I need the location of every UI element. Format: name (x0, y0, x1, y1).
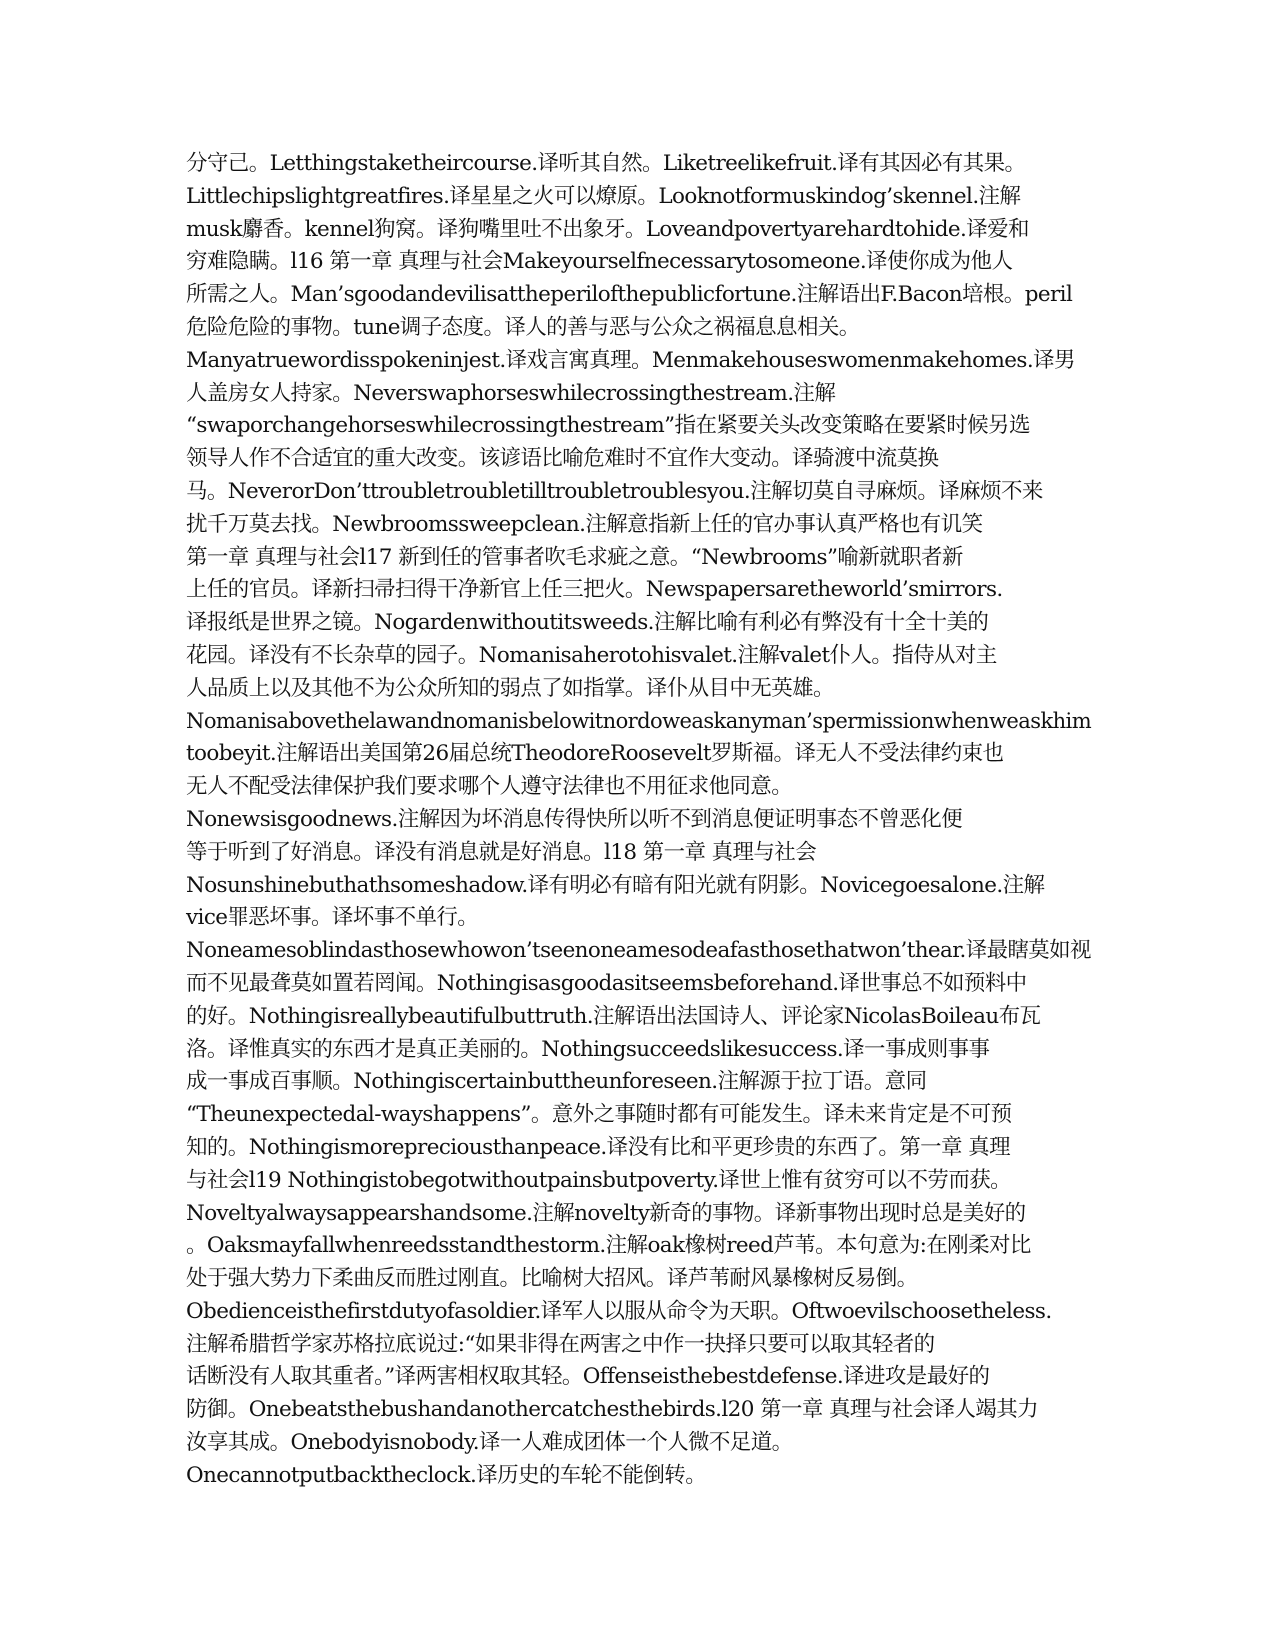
text-line: “Theunexpectedal-wayshappens”。意外之事随时都有可能发生。译未来肯定是不可预 (186, 1102, 1012, 1128)
text-line: Manyatruewordisspokeninjest.译戏言寓真理。Menmakehouseswomenmakehomes.译男 (186, 347, 1075, 373)
text-line: Onecannotputbacktheclock.译历史的车轮不能倒转。 (186, 1462, 707, 1488)
text-line: vice罪恶坏事。译坏事不单行。 (186, 905, 479, 931)
text-line: Noveltyalwaysappearshandsome.注解novelty新奇的事物。译新事物出现时总是美好的 (186, 1200, 1026, 1226)
text-line: 处于强大势力下柔曲反而胜过刚直。比喻树大招风。译芦苇耐风暴橡树反易倒。 (186, 1266, 918, 1292)
text-line: 洛。译惟真实的东西才是真正美丽的。Nothingsucceedslikesuccess.译一事成则事事 (186, 1036, 990, 1062)
text-line: Nosunshinebuthathsomeshadow.译有明必有暗有阳光就有阴影。Novicegoesalone.注解 (186, 872, 1045, 898)
text-line: 与社会l19 Nothingistobegotwithoutpainsbutpoverty.译世上惟有贫穷可以不劳而获。 (186, 1167, 1012, 1193)
text-line: 上任的官员。译新扫帚扫得干净新官上任三把火。Newspapersaretheworld’smirrors. (186, 577, 1003, 603)
text-line: musk麝香。kennel狗窝。译狗嘴里吐不出象牙。Loveandpovertyarehardtohide.译爱和 (186, 216, 1029, 242)
text-line: 成一事成百事顺。Nothingiscertainbuttheunforeseen.注解源于拉丁语。意同 (186, 1069, 927, 1095)
text-line: 而不见最聋莫如置若罔闻。Nothingisasgoodasitseemsbeforehand.译世事总不如预料中 (186, 970, 1027, 996)
text-line: 等于听到了好消息。译没有消息就是好消息。l18 第一章 真理与社会 (186, 839, 817, 865)
text-line: 领导人作不合适宜的重大改变。该谚语比喻危难时不宜作大变动。译骑渡中流莫换 (186, 446, 939, 472)
text-line: 注解希腊哲学家苏格拉底说过:“如果非得在两害之中作一抉择只要可以取其轻者的 (186, 1331, 935, 1357)
text-line: 马。NeverorDon’ttroubletroubletilltroubletroublesyou.注解切莫自寻麻烦。译麻烦不来 (186, 478, 1043, 504)
text-line: 花园。译没有不长杂草的园子。Nomanisaherotohisvalet.注解valet仆人。指侍从对主 (186, 642, 997, 668)
text-line: 防御。Onebeatsthebushandanothercatchesthebirds.l20 第一章 真理与社会译人竭其力 (186, 1397, 1039, 1423)
text-line: 人盖房女人持家。Neverswaphorseswhilecrossingthestream.注解 (186, 380, 836, 406)
text-line: 分守己。Letthingstaketheircourse.译听其自然。Liketreelikefruit.译有其因必有其果。 (186, 151, 1026, 176)
text-line: Nonewsisgoodnews.注解因为坏消息传得快所以听不到消息便证明事态不曾恶化便 (186, 806, 963, 832)
text-line: 汝享其成。Onebodyisnobody.译一人难成团体一个人微不足道。 (186, 1430, 793, 1456)
text-line: “swaporchangehorseswhilecrossingthestream”指在紧要关头改变策略在要紧时候另选 (186, 413, 1030, 439)
text-line: 译报纸是世界之镜。Nogardenwithoutitsweeds.注解比喻有利必有弊没有十全十美的 (186, 610, 989, 636)
text-line: Noneamesoblindasthosewhowon’tseenoneamesodeafasthosethatwon’thear.译最瞎莫如视 (186, 938, 1091, 964)
text-line: toobeyit.注解语出美国第26届总统TheodoreRoosevelt罗斯福。译无人不受法律约束也 (186, 741, 1004, 767)
text-line: 的好。Nothingisreallybeautifulbuttruth.注解语出法国诗人、评论家NicolasBoileau布瓦 (186, 1003, 1041, 1029)
text-line: Littlechipslightgreatfires.译星星之火可以燎原。Looknotformuskindog’skennel.注解 (186, 183, 1021, 209)
text-line: 穷难隐瞒。l16 第一章 真理与社会Makeyourselfnecessarytosomeone.译使你成为他人 (186, 249, 1013, 275)
text-line: 无人不配受法律保护我们要求哪个人遵守法律也不用征求他同意。 (186, 774, 793, 800)
text-line: 所需之人。Man’sgoodandevilisattheperilofthepublicfortune.注解语出F.Bacon培根。peril (186, 282, 1073, 308)
body-text (186, 148, 1092, 1493)
text-line: 话断没有人取其重者。”译两害相权取其轻。Offenseisthebestdefense.译进攻是最好的 (186, 1364, 990, 1390)
text-line: 。Oaksmayfallwhenreedsstandthestorm.注解oak橡树reed芦苇。本句意为:在刚柔对比 (186, 1233, 1031, 1259)
text-line: 知的。Nothingismorepreciousthanpeace.译没有比和平更珍贵的东西了。第一章 真理 (186, 1134, 1010, 1160)
text-line: 危险危险的事物。tune调子态度。译人的善与恶与公众之祸福息息相关。 (186, 314, 860, 340)
text-line: Obedienceisthefirstdutyofasoldier.译军人以服从命令为天职。Oftwoevilschoosetheless. (186, 1298, 1052, 1324)
text-line: 扰千万莫去找。Newbroomssweepclean.注解意指新上任的官办事认真严格也有讥笑 (186, 511, 983, 537)
text-line: 人品质上以及其他不为公众所知的弱点了如指掌。译仆从目中无英雄。 (186, 675, 834, 701)
text-line: Nomanisabovethelawandnomanisbelowitnordoweaskanyman’spermissionwhenweaskhim (186, 708, 1092, 734)
text-line: 第一章 真理与社会l17 新到任的管事者吹毛求疵之意。“Newbrooms”喻新就职者新 (186, 544, 963, 570)
